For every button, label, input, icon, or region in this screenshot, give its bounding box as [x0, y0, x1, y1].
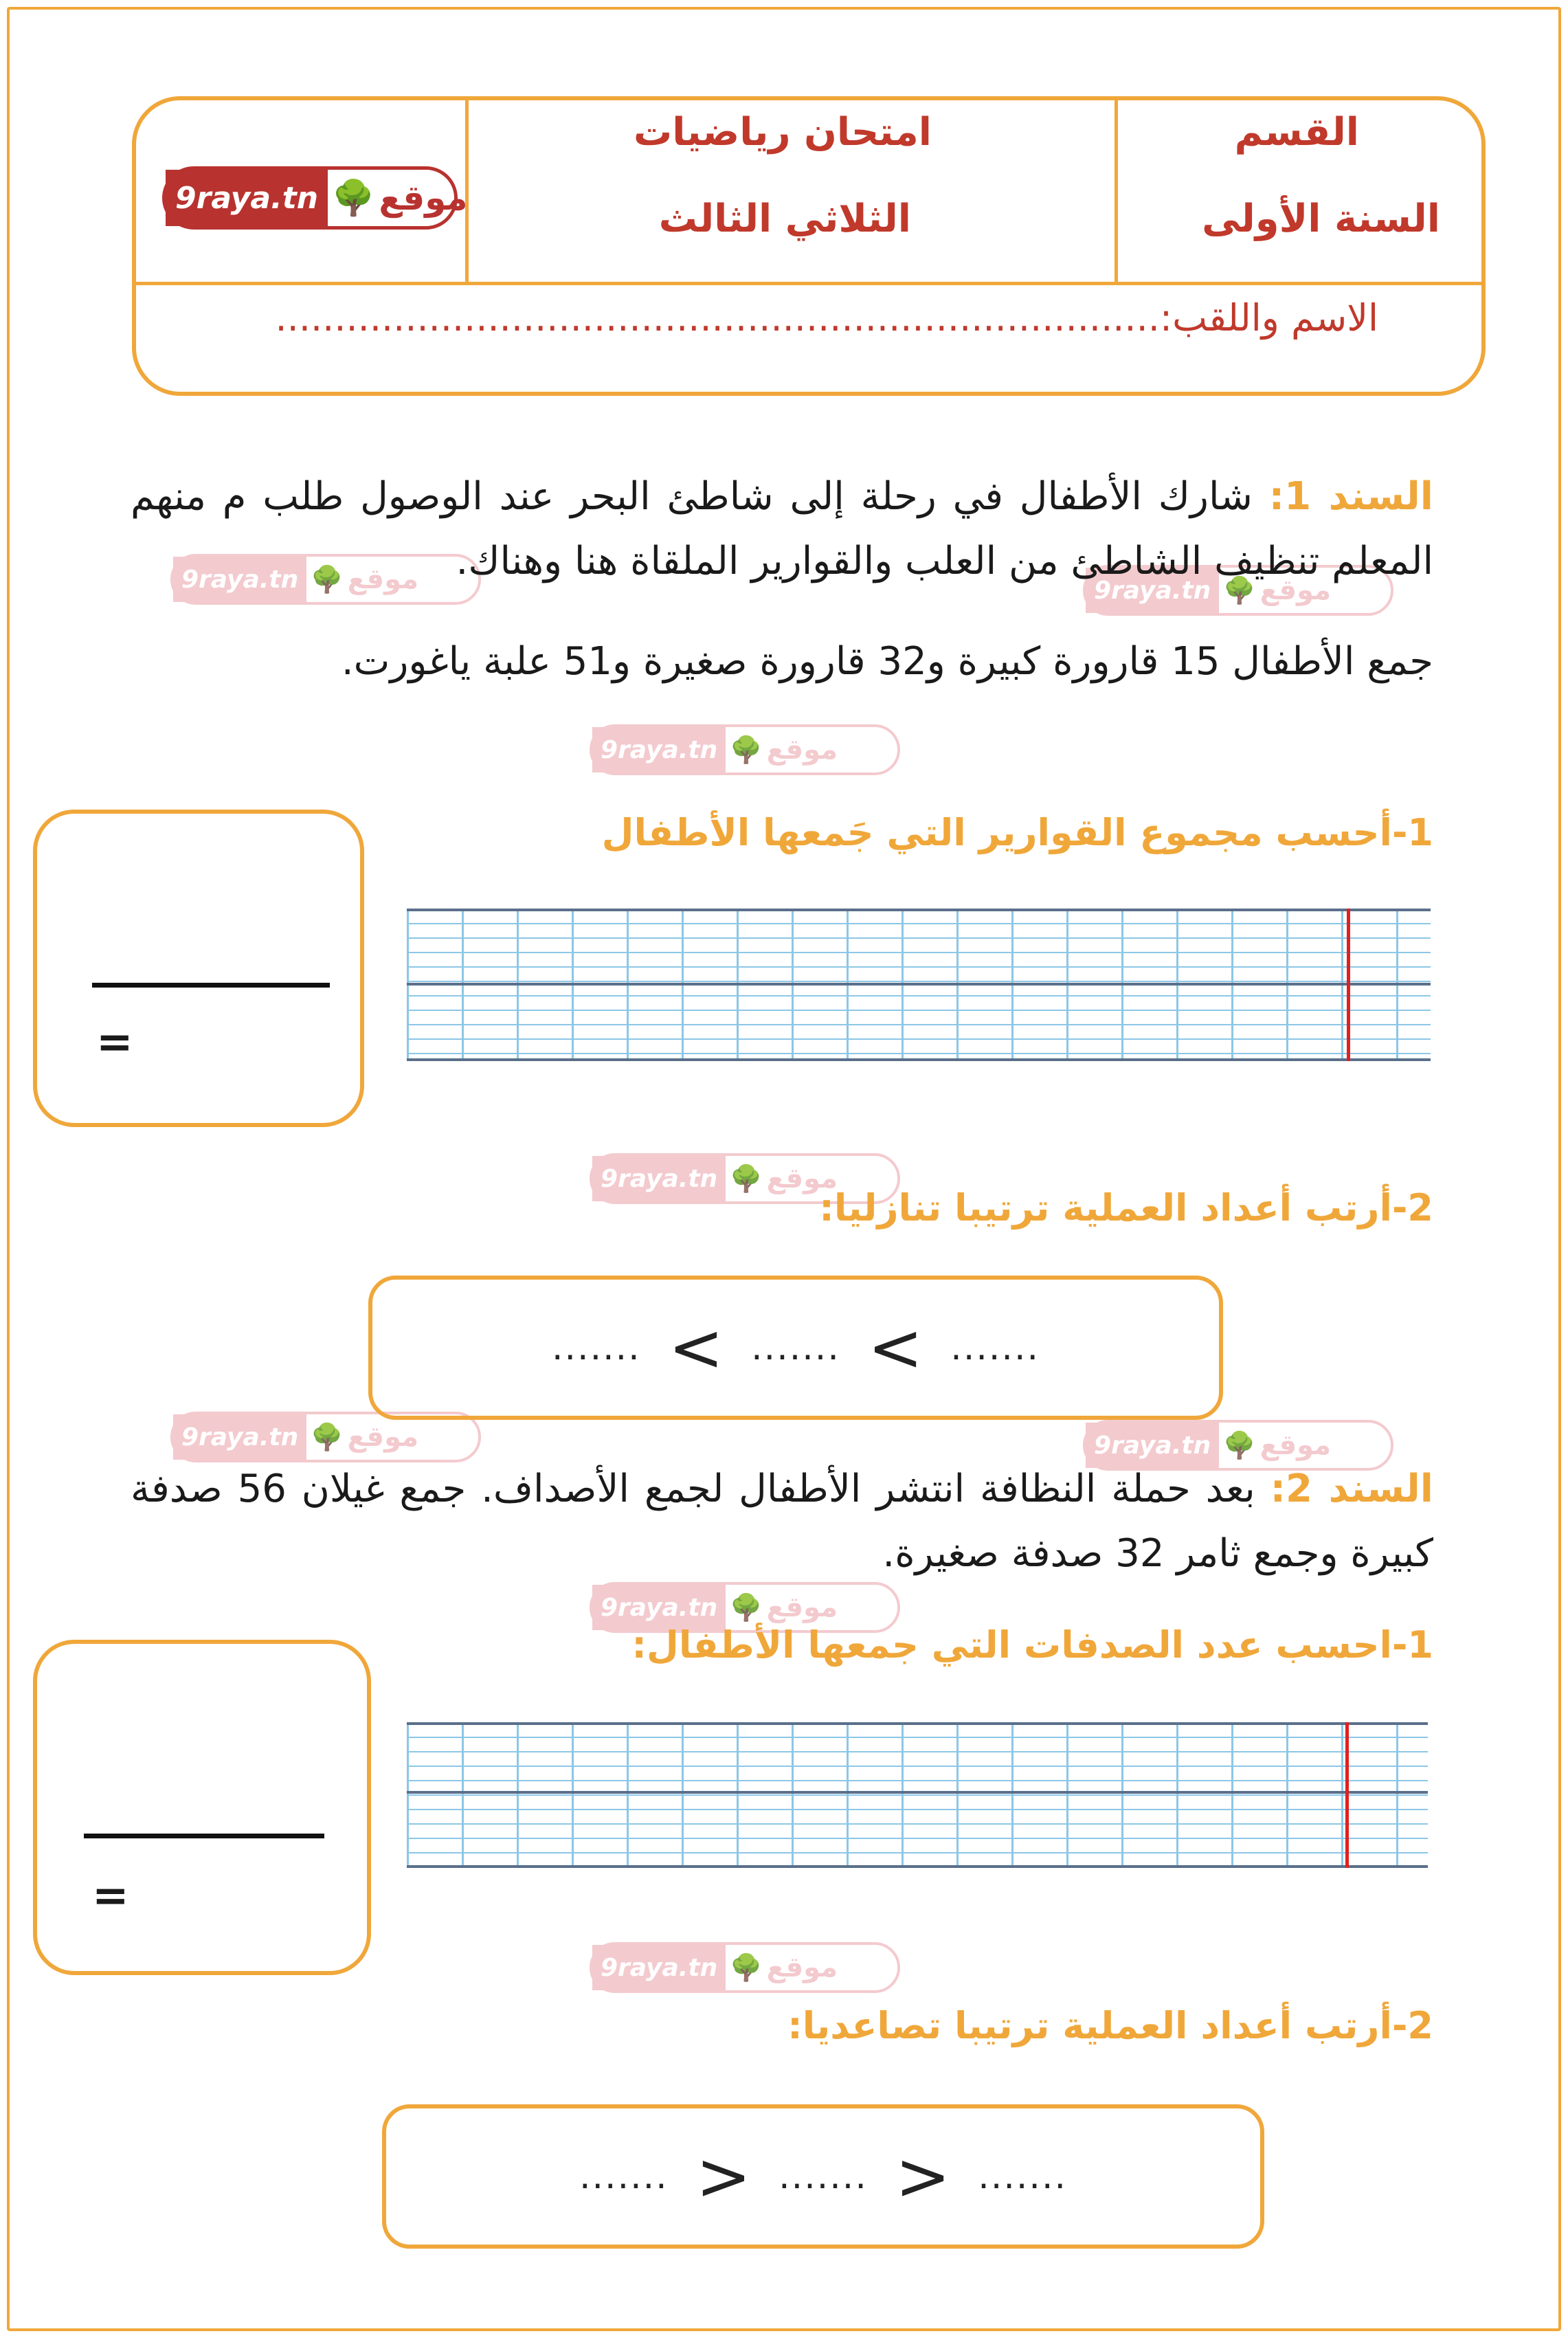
- tree-icon: 🌳: [311, 1421, 344, 1452]
- section1-question1: 1-أحسب مجموع القوارير التي جَمعها الأطفال: [601, 811, 1433, 854]
- watermark-logo: 9raya.tn 🌳 موقع: [1083, 565, 1393, 616]
- section2-paragraph: السند 2: بعد حملة النظافة انتشر الأطفال لجمع الأصداف. جمع غيلان 56 صدفة كبيرة وجمع ثامر 32 صدفة صغيرة.: [131, 1467, 1433, 1576]
- tree-icon: 🌳: [311, 564, 344, 594]
- header-divider-horizontal: [136, 282, 1481, 285]
- watermark-logo: 9raya.tn 🌳 موقع: [170, 1412, 481, 1462]
- section1-calc-grid[interactable]: [407, 909, 1431, 1061]
- section1-data: جمع الأطفال 15 قارورة كبيرة و32 قارورة صغيرة و51 علبة ياغورت.: [341, 639, 1433, 684]
- margin-line: [1347, 909, 1350, 1061]
- section1-order-box[interactable]: ....... < ....... < .......: [368, 1276, 1223, 1420]
- watermark-logo: 9raya.tn 🌳 موقع: [590, 1942, 900, 1993]
- class-label: القسم: [1234, 110, 1359, 155]
- tree-icon: 🌳: [332, 177, 375, 218]
- site-logo: 9raya.tn 🌳 موقع: [162, 166, 458, 230]
- header-divider-right: [1115, 100, 1118, 282]
- section2-question2: 2-أرتب أعداد العملية ترتيبا تصاعديا:: [787, 2004, 1433, 2047]
- section1-label: السند 1:: [1268, 474, 1433, 519]
- tree-icon: 🌳: [730, 1592, 763, 1623]
- answer-equals: =: [92, 1871, 129, 1922]
- section1-question2: 2-أرتب أعداد العملية ترتيبا تنازليا:: [819, 1186, 1433, 1229]
- watermark-logo: 9raya.tn 🌳 موقع: [1083, 1420, 1393, 1471]
- answer-equals: =: [96, 1017, 133, 1068]
- watermark-logo: 9raya.tn 🌳 موقع: [590, 1153, 900, 1204]
- section2-calc-grid[interactable]: [407, 1722, 1428, 1868]
- student-name-field[interactable]: الاسم واللقب:...........................................................................: [275, 296, 1378, 339]
- tree-icon: 🌳: [1223, 1429, 1256, 1460]
- section2-answer-box[interactable]: [33, 1640, 371, 1975]
- margin-line: [1345, 1722, 1349, 1868]
- tree-icon: 🌳: [730, 734, 763, 765]
- exam-term: الثلاثي الثالث: [658, 197, 911, 241]
- year-label: السنة الأولى: [1202, 197, 1440, 241]
- section2-label: السند 2:: [1270, 1467, 1433, 1511]
- answer-line: [84, 1834, 324, 1838]
- tree-icon: 🌳: [730, 1952, 763, 1983]
- exam-header: [132, 96, 1486, 396]
- watermark-logo: 9raya.tn 🌳 موقع: [590, 1582, 900, 1633]
- section2-question1: 1-احسب عدد الصدفات التي جمعها الأطفال:: [631, 1623, 1433, 1667]
- exam-title: امتحان رياضيات: [634, 110, 932, 155]
- tree-icon: 🌳: [1223, 575, 1256, 605]
- watermark-logo: 9raya.tn 🌳 موقع: [590, 724, 900, 775]
- section1-answer-box[interactable]: [33, 810, 364, 1127]
- section1-paragraph: السند 1: شارك الأطفال في رحلة إلى شاطئ البحر عند الوصول طلب م منهم المعلم تنظيف الشاطئ من العلب والقوارير الملقاة هنا وهناك.: [131, 474, 1433, 583]
- tree-icon: 🌳: [730, 1163, 763, 1194]
- watermark-logo: 9raya.tn 🌳 موقع: [170, 554, 481, 605]
- section2-order-box[interactable]: ....... > ....... > .......: [382, 2104, 1264, 2249]
- answer-line: [92, 983, 330, 988]
